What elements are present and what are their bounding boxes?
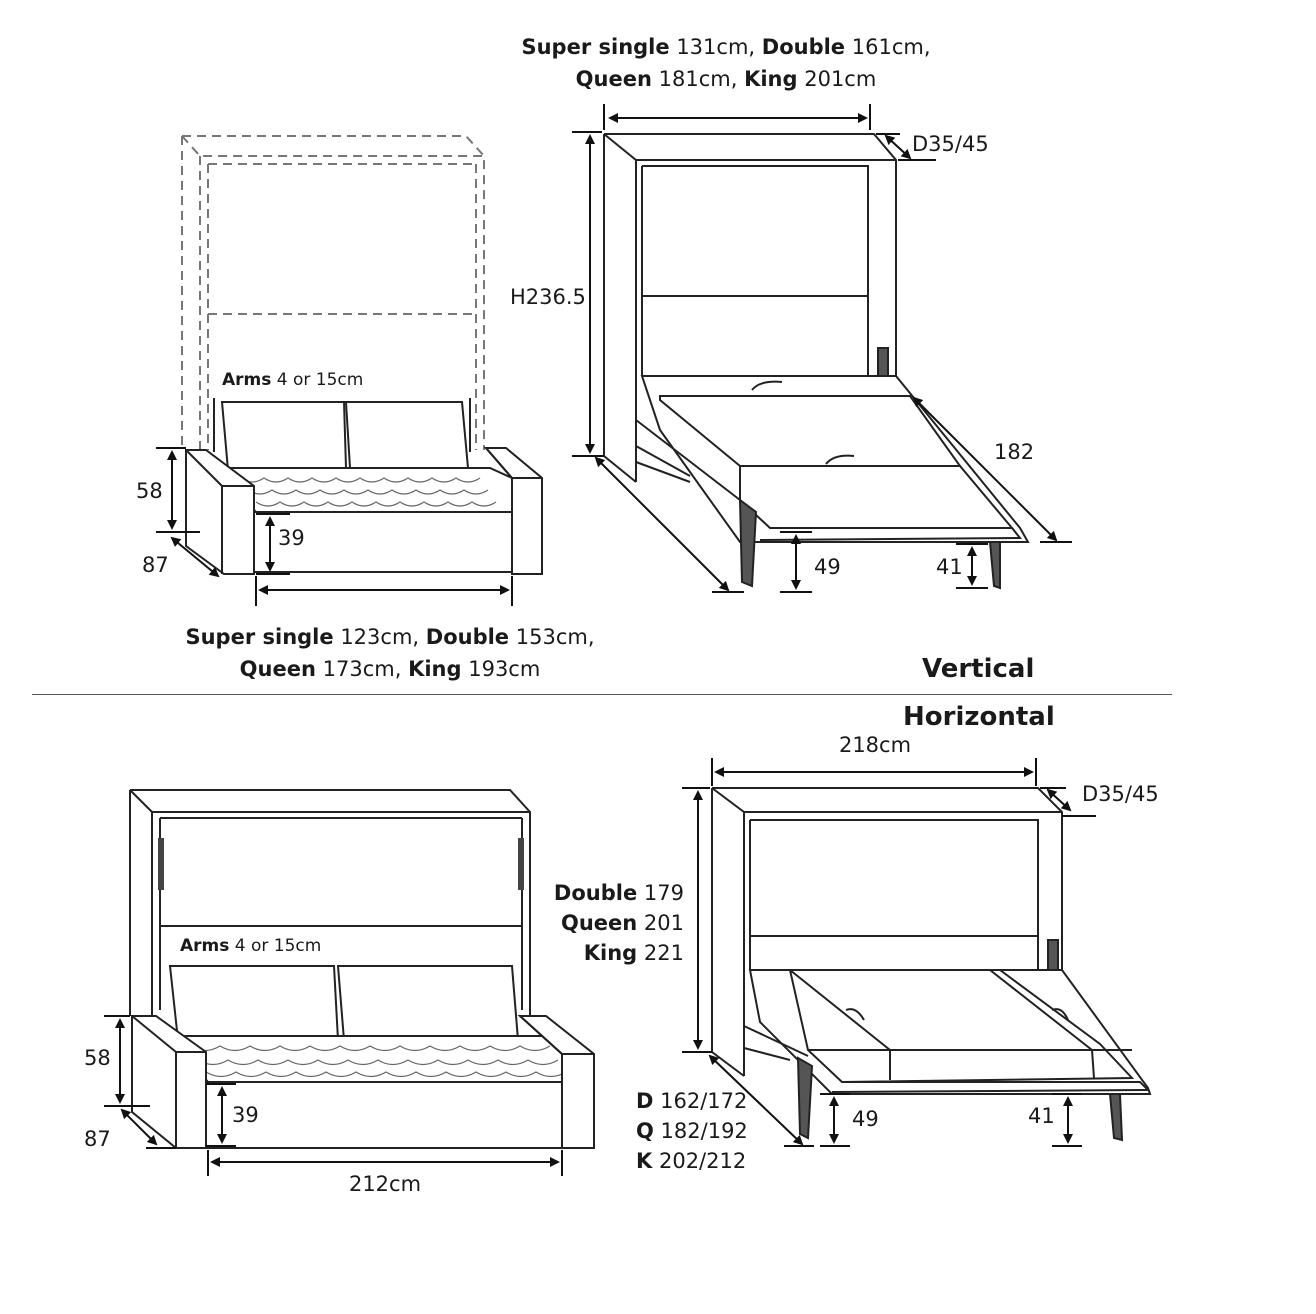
horizontal-bed-length-king: K 202/212: [636, 1149, 747, 1173]
horizontal-bed-depth: D35/45: [1082, 782, 1159, 806]
horizontal-sofa-width: 212cm: [348, 1172, 422, 1196]
vertical-bed-back-clearance: 41: [936, 555, 963, 579]
vertical-bed-width-line-2: Queen 181cm, King 201cm: [575, 67, 877, 91]
horizontal-bed-drawing: [712, 788, 1150, 1140]
vertical-sofa-seat-depth: 39: [278, 526, 305, 550]
horizontal-bed-front-clearance: 49: [852, 1107, 879, 1131]
horizontal-bed-length-double: D 162/172: [636, 1089, 748, 1113]
horizontal-bed-height-queen: Queen 201: [560, 911, 684, 935]
section-divider: [32, 694, 1172, 695]
section-heading-vertical: Vertical: [922, 654, 1035, 684]
horizontal-sofa-seat-height: 58: [84, 1046, 111, 1070]
horizontal-bed-height-double: Double 179: [553, 881, 684, 905]
vertical-bed-front-clearance: 49: [814, 555, 841, 579]
horizontal-sofa-drawing: [130, 790, 594, 1148]
vertical-sofa-seat-height: 58: [136, 479, 163, 503]
vertical-sofa-depth: 87: [142, 553, 169, 577]
vertical-bed-width-line-1: Super single 131cm, Double 161cm,: [521, 35, 931, 59]
horizontal-bed-height-king: King 221: [583, 941, 684, 965]
horizontal-sofa-depth: 87: [84, 1127, 111, 1151]
vertical-sofa-width-line-2: Queen 173cm, King 193cm: [239, 657, 541, 681]
vertical-bed-height: H236.5: [510, 285, 586, 309]
horizontal-sofa-arms-label: Arms 4 or 15cm: [180, 936, 322, 956]
horizontal-bed-back-clearance: 41: [1028, 1104, 1055, 1128]
vertical-sofa-drawing: [182, 136, 542, 574]
horizontal-bed-width: 218cm: [838, 733, 912, 757]
vertical-bed-length: 182: [994, 440, 1035, 464]
vertical-bed-drawing: [604, 134, 1028, 588]
section-heading-horizontal: Horizontal: [903, 702, 1055, 732]
horizontal-bed-length-queen: Q 182/192: [636, 1119, 748, 1143]
vertical-sofa-arms-label: Arms 4 or 15cm: [222, 370, 364, 390]
horizontal-sofa-seat-depth: 39: [232, 1103, 259, 1127]
vertical-bed-depth: D35/45: [912, 132, 989, 156]
vertical-sofa-width-line-1: Super single 123cm, Double 153cm,: [185, 625, 595, 649]
